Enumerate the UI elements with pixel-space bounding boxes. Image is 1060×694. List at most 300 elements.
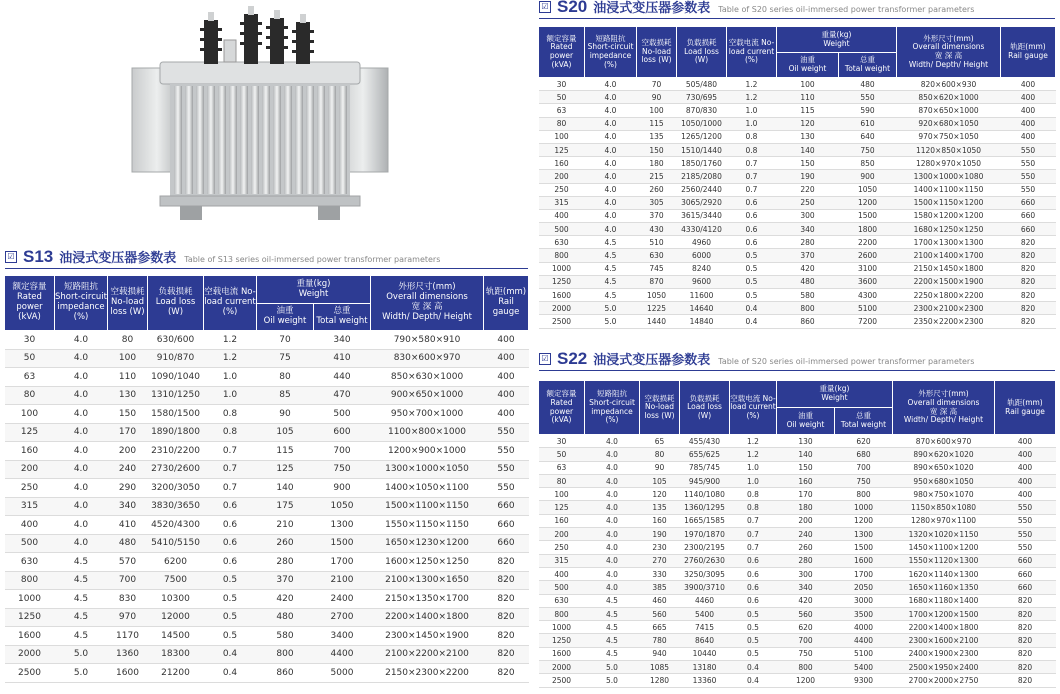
- checkbox-icon: ☑: [539, 1, 551, 13]
- table-cell: 2500: [5, 664, 55, 683]
- table-cell: 2500: [539, 674, 585, 687]
- checkbox-icon: ☑: [539, 353, 551, 365]
- table-cell: 4.5: [585, 607, 640, 620]
- table-cell: 4.0: [585, 143, 637, 156]
- table-cell: 630/600: [148, 331, 204, 350]
- table-cell: 4.0: [585, 170, 637, 183]
- table-cell: 160: [5, 442, 55, 461]
- table-cell: 970×750×1050: [897, 130, 1001, 143]
- table-cell: 1600: [835, 554, 893, 567]
- table-cell: 4.5: [585, 634, 640, 647]
- table-cell: 730/695: [677, 91, 727, 104]
- table-cell: 3000: [835, 594, 893, 607]
- table-cell: 200: [539, 170, 585, 183]
- table-cell: 1.0: [204, 386, 257, 405]
- table-row: [539, 315, 1056, 328]
- table-header: [539, 381, 1056, 435]
- table-row: [539, 674, 1056, 687]
- table-cell: 800: [539, 249, 585, 262]
- table-cell: 80: [539, 117, 585, 130]
- table-cell: 65: [640, 435, 680, 448]
- table-cell: 180: [637, 157, 677, 170]
- table-cell: 120: [777, 117, 839, 130]
- radiator-fin: [339, 86, 347, 194]
- header-label: Total weight: [844, 64, 891, 73]
- table-cell: 4.0: [55, 497, 108, 516]
- table-cell: 0.7: [204, 460, 257, 479]
- table-cell: 105: [640, 474, 680, 487]
- table-cell: 660: [995, 567, 1056, 580]
- table-cell: 4.0: [55, 442, 108, 461]
- table-cell: 860: [777, 315, 839, 328]
- table-cell: 5100: [835, 647, 893, 660]
- table-row: [539, 262, 1056, 275]
- table-cell: 1.0: [727, 117, 777, 130]
- table-cell: 400: [995, 488, 1056, 501]
- table-cell: 900: [314, 479, 371, 498]
- table-cell: 700: [777, 634, 835, 647]
- table-cell: 30: [539, 435, 585, 448]
- table-cell: 0.6: [204, 534, 257, 553]
- table-cell: 550: [1001, 157, 1056, 170]
- table-cell: 745: [637, 262, 677, 275]
- s22-section-title: [539, 348, 1055, 368]
- header-label: Overall dimensions: [386, 292, 468, 303]
- table-cell: 0.8: [730, 501, 777, 514]
- header-label: No-load current (%): [730, 393, 776, 420]
- table-cell: 870×600×970: [893, 435, 995, 448]
- table-cell: 1550×1150×1150: [371, 516, 484, 535]
- table-cell: 430: [637, 223, 677, 236]
- table-cell: 1360/1295: [680, 501, 730, 514]
- table-cell: 4300: [839, 289, 897, 302]
- header-label: Load loss (W): [684, 46, 719, 65]
- table-cell: 820: [484, 608, 529, 627]
- table-cell: 0.6: [730, 554, 777, 567]
- table-cell: 1550×1120×1300: [893, 554, 995, 567]
- header-label: Oil weight: [263, 316, 307, 326]
- table-cell: 8640: [680, 634, 730, 647]
- table-cell: 500: [539, 581, 585, 594]
- table-cell: 150: [108, 405, 148, 424]
- table-cell: 340: [777, 581, 835, 594]
- table-cell: 1300×1000×1080: [897, 170, 1001, 183]
- table-cell: 820: [995, 621, 1056, 634]
- table-cell: 220: [777, 183, 839, 196]
- table-cell: 0.7: [204, 479, 257, 498]
- table-cell: 820: [484, 571, 529, 590]
- table-row: [5, 479, 529, 498]
- header-label: 重量(kg): [819, 384, 850, 394]
- table-cell: 0.4: [727, 302, 777, 315]
- table-cell: 11600: [677, 289, 727, 302]
- header-label: Width/ Depth/ Height: [382, 311, 472, 322]
- table-cell: 90: [257, 405, 314, 424]
- header-label: Load loss (W): [155, 297, 196, 317]
- table-cell: 0.4: [730, 661, 777, 674]
- header-label: 空载电流: [204, 287, 239, 298]
- table-cell: 150: [637, 143, 677, 156]
- table-cell: 1500×1150×1200: [897, 196, 1001, 209]
- table-row: [5, 590, 529, 609]
- table-cell: 1000: [5, 590, 55, 609]
- radiator-fin: [185, 86, 193, 194]
- table-cell: 610: [839, 117, 897, 130]
- table-cell: 4520/4300: [148, 516, 204, 535]
- header-label: No-load loss (W): [641, 46, 672, 65]
- table-row: [539, 541, 1056, 554]
- s13-title-cn: 油浸式变压器参数表: [59, 251, 177, 266]
- table-cell: 63: [539, 104, 585, 117]
- header-label: Oil weight: [786, 420, 825, 429]
- table-cell: 70: [637, 78, 677, 91]
- header-label: 空载损耗: [110, 287, 145, 298]
- header-label: 重量(kg): [296, 278, 331, 289]
- table-cell: 4.5: [55, 590, 108, 609]
- table-cell: 280: [777, 554, 835, 567]
- table-cell: 125: [257, 460, 314, 479]
- table-cell: 63: [539, 461, 585, 474]
- table-cell: 400: [1001, 91, 1056, 104]
- table-cell: 4.0: [55, 534, 108, 553]
- table-cell: 1360: [108, 645, 148, 664]
- table-cell: 115: [257, 442, 314, 461]
- table-cell: 820: [995, 647, 1056, 660]
- table-cell: 1600: [5, 627, 55, 646]
- table-cell: 2200: [839, 236, 897, 249]
- header-label: 空载损耗: [644, 393, 675, 403]
- table-cell: 1665/1585: [680, 514, 730, 527]
- table-cell: 1.2: [204, 349, 257, 368]
- table-cell: 4.5: [585, 262, 637, 275]
- table-cell: 660: [484, 534, 529, 553]
- table-cell: 290: [108, 479, 148, 498]
- table-cell: 2000: [5, 645, 55, 664]
- table-cell: 400: [484, 386, 529, 405]
- table-cell: 4.0: [55, 516, 108, 535]
- table-cell: 14500: [148, 627, 204, 646]
- table-cell: 2150×1450×1800: [897, 262, 1001, 275]
- table-cell: 4.0: [585, 130, 637, 143]
- table-cell: 80: [108, 331, 148, 350]
- s22-code: S22: [557, 349, 588, 368]
- header-label: Total weight: [316, 316, 368, 326]
- table-cell: 2200×1400×1800: [893, 621, 995, 634]
- table-cell: 1700: [314, 553, 371, 572]
- table-cell: 550: [1001, 183, 1056, 196]
- table-cell: 480: [777, 275, 839, 288]
- table-row: [539, 130, 1056, 143]
- table-cell: 0.5: [730, 634, 777, 647]
- table-cell: 140: [257, 479, 314, 498]
- table-cell: 1.2: [730, 435, 777, 448]
- table-row: [539, 157, 1056, 170]
- table-cell: 1050: [839, 183, 897, 196]
- table-cell: 3615/3440: [677, 209, 727, 222]
- table-cell: 850: [839, 157, 897, 170]
- table-cell: 400: [5, 516, 55, 535]
- table-cell: 0.6: [730, 567, 777, 580]
- table-row: [539, 501, 1056, 514]
- table-row: [5, 664, 529, 683]
- table-cell: 400: [1001, 104, 1056, 117]
- table-cell: 5.0: [585, 302, 637, 315]
- table-cell: 750: [777, 647, 835, 660]
- table-cell: 785/745: [680, 461, 730, 474]
- table-row: [539, 289, 1056, 302]
- table-row: [5, 331, 529, 350]
- table-cell: 2760/2630: [680, 554, 730, 567]
- table-cell: 1850/1760: [677, 157, 727, 170]
- table-row: [5, 608, 529, 627]
- table-cell: 620: [777, 621, 835, 634]
- header-label: 短路阻抗: [63, 282, 98, 293]
- table-cell: 1620×1140×1300: [893, 567, 995, 580]
- table-cell: 1200: [839, 196, 897, 209]
- header-label: 短路阻抗: [595, 33, 626, 43]
- table-cell: 2700×2000×2750: [893, 674, 995, 687]
- table-cell: 50: [539, 91, 585, 104]
- table-cell: 80: [640, 448, 680, 461]
- table-cell: 4.0: [585, 183, 637, 196]
- table-cell: 1650×1230×1200: [371, 534, 484, 553]
- s22-title-en: Table of S20 series oil-immersed power transformer parameters: [718, 357, 975, 366]
- table-cell: 550: [1001, 143, 1056, 156]
- table-cell: 0.5: [204, 627, 257, 646]
- table-cell: 1200×900×1000: [371, 442, 484, 461]
- table-cell: 240: [108, 460, 148, 479]
- table-row: [539, 581, 1056, 594]
- table-cell: 0.5: [204, 608, 257, 627]
- table-cell: 630: [637, 249, 677, 262]
- table-cell: 280: [777, 236, 839, 249]
- table-cell: 455/430: [680, 435, 730, 448]
- header-label: 轨距(mm): [485, 287, 527, 298]
- table-cell: 7500: [148, 571, 204, 590]
- table-cell: 1.0: [727, 104, 777, 117]
- s20-section-title: [539, 0, 1055, 16]
- table-cell: 140: [777, 448, 835, 461]
- table-cell: 1.2: [730, 448, 777, 461]
- table-cell: 1890/1800: [148, 423, 204, 442]
- table-cell: 4460: [680, 594, 730, 607]
- table-cell: 820: [1001, 249, 1056, 262]
- table-cell: 2300×2100×2300: [897, 302, 1001, 315]
- table-cell: 315: [5, 497, 55, 516]
- header-label: No-load loss (W): [644, 402, 675, 420]
- table-cell: 800: [539, 607, 585, 620]
- table-cell: 1140/1080: [680, 488, 730, 501]
- table-cell: 5.0: [55, 664, 108, 683]
- table-cell: 4.5: [585, 647, 640, 660]
- table-cell: 655/625: [680, 448, 730, 461]
- table-cell: 550: [484, 423, 529, 442]
- radiator-fin: [229, 86, 237, 194]
- table-cell: 550: [839, 91, 897, 104]
- header-label: No-load loss (W): [110, 297, 145, 317]
- checkbox-icon: ☑: [5, 251, 17, 263]
- header-label: 重量(kg): [821, 29, 852, 39]
- table-row: [5, 627, 529, 646]
- table-cell: 4.5: [55, 627, 108, 646]
- table-cell: 4.0: [585, 541, 640, 554]
- table-cell: 1085: [640, 661, 680, 674]
- s20-title-en: Table of S20 series oil-immersed power transformer parameters: [718, 5, 975, 14]
- table-cell: 1700×1300×1300: [897, 236, 1001, 249]
- header-label: 负载损耗: [686, 38, 717, 48]
- table-cell: 500: [539, 223, 585, 236]
- table-row: [5, 442, 529, 461]
- table-cell: 0.6: [727, 236, 777, 249]
- header-label: 油重: [276, 306, 294, 317]
- table-cell: 1200: [777, 674, 835, 687]
- table-cell: 790×580×910: [371, 331, 484, 350]
- table-cell: 100: [108, 349, 148, 368]
- table-cell: 3830/3650: [148, 497, 204, 516]
- table-cell: 820: [1001, 262, 1056, 275]
- table-row: [539, 607, 1056, 620]
- table-cell: 1.2: [727, 78, 777, 91]
- table-cell: 4.0: [55, 349, 108, 368]
- header-label: 空载电流: [730, 393, 761, 403]
- table-cell: 1320×1020×1150: [893, 528, 995, 541]
- table-cell: 750: [835, 474, 893, 487]
- table-cell: 85: [257, 386, 314, 405]
- table-cell: 270: [640, 554, 680, 567]
- header-label: 额定容量: [546, 389, 577, 399]
- table-cell: 135: [640, 501, 680, 514]
- table-cell: 5410/5150: [148, 534, 204, 553]
- table-cell: 660: [995, 581, 1056, 594]
- radiator-fin: [207, 86, 215, 194]
- table-cell: 4.0: [55, 423, 108, 442]
- table-cell: 820: [995, 594, 1056, 607]
- header-label: 负载损耗: [689, 393, 720, 403]
- table-cell: 190: [777, 170, 839, 183]
- table-cell: 780: [640, 634, 680, 647]
- table-cell: 4.0: [585, 581, 640, 594]
- table-cell: 400: [1001, 117, 1056, 130]
- table-cell: 660: [484, 497, 529, 516]
- table-row: [539, 223, 1056, 236]
- table-row: [539, 634, 1056, 647]
- s13-section-title: [5, 246, 528, 266]
- table-cell: 1280×970×1100: [893, 514, 995, 527]
- table-cell: 4400: [314, 645, 371, 664]
- header-label: Overall dimensions: [912, 42, 985, 52]
- table-cell: 0.7: [730, 541, 777, 554]
- radiator-fin: [306, 86, 314, 194]
- table-cell: 90: [637, 91, 677, 104]
- table-cell: 215: [637, 170, 677, 183]
- table-cell: 3100: [839, 262, 897, 275]
- table-cell: 510: [637, 236, 677, 249]
- table-cell: 130: [777, 435, 835, 448]
- table-cell: 1000: [539, 262, 585, 275]
- table-row: [5, 497, 529, 516]
- table-cell: 0.6: [204, 553, 257, 572]
- table-cell: 4.0: [55, 331, 108, 350]
- table-cell: 4.0: [585, 104, 637, 117]
- table-cell: 550: [1001, 170, 1056, 183]
- table-row: [539, 528, 1056, 541]
- table-cell: 7415: [680, 621, 730, 634]
- table-cell: 820: [484, 553, 529, 572]
- table-cell: 1500: [314, 534, 371, 553]
- table-cell: 240: [777, 528, 835, 541]
- table-row: [539, 448, 1056, 461]
- radiator-fin: [317, 86, 325, 194]
- table-cell: 4.5: [585, 289, 637, 302]
- table-cell: 5400: [680, 607, 730, 620]
- table-cell: 5100: [839, 302, 897, 315]
- transformer-photo: [120, 0, 400, 226]
- table-cell: 820×600×930: [897, 78, 1001, 91]
- table-cell: 850×620×1000: [897, 91, 1001, 104]
- table-cell: 1600: [108, 664, 148, 683]
- table-cell: 4.5: [585, 621, 640, 634]
- table-row: [539, 143, 1056, 156]
- table-cell: 4.5: [55, 553, 108, 572]
- table-cell: 14640: [677, 302, 727, 315]
- radiator-fin: [284, 86, 292, 194]
- table-cell: 400: [484, 368, 529, 387]
- table-cell: 4.0: [585, 196, 637, 209]
- table-cell: 1050: [637, 289, 677, 302]
- table-cell: 1.0: [730, 474, 777, 487]
- table-cell: 0.5: [204, 590, 257, 609]
- table-cell: 1600: [539, 289, 585, 302]
- table-cell: 2300/2195: [680, 541, 730, 554]
- table-cell: 630: [539, 236, 585, 249]
- table-cell: 0.5: [727, 289, 777, 302]
- header-label: Rated power (kVA): [16, 292, 43, 322]
- table-cell: 505/480: [677, 78, 727, 91]
- table-cell: 4.0: [585, 448, 640, 461]
- table-cell: 1310/1250: [148, 386, 204, 405]
- table-cell: 110: [777, 91, 839, 104]
- table-cell: 3065/2920: [677, 196, 727, 209]
- table-cell: 1150×850×1080: [893, 501, 995, 514]
- table-cell: 420: [777, 262, 839, 275]
- table-cell: 3250/3095: [680, 567, 730, 580]
- table-cell: 1250: [5, 608, 55, 627]
- radiator-fin: [262, 86, 270, 194]
- table-cell: 0.8: [727, 143, 777, 156]
- table-cell: 560: [640, 607, 680, 620]
- table-cell: 0.5: [727, 249, 777, 262]
- table-cell: 4.0: [585, 488, 640, 501]
- table-cell: 100: [637, 104, 677, 117]
- table-cell: 800: [777, 661, 835, 674]
- table-cell: 30: [539, 78, 585, 91]
- table-cell: 940: [640, 647, 680, 660]
- table-cell: 0.8: [204, 423, 257, 442]
- table-cell: 70: [257, 331, 314, 350]
- table-row: [5, 516, 529, 535]
- table-cell: 1225: [637, 302, 677, 315]
- table-cell: 3200/3050: [148, 479, 204, 498]
- table-cell: 0.5: [730, 607, 777, 620]
- table-cell: 660: [1001, 223, 1056, 236]
- table-cell: 400: [995, 461, 1056, 474]
- table-cell: 700: [314, 442, 371, 461]
- table-cell: 160: [640, 514, 680, 527]
- table-cell: 160: [539, 514, 585, 527]
- table-cell: 100: [5, 405, 55, 424]
- table-cell: 550: [995, 528, 1056, 541]
- table-cell: 200: [108, 442, 148, 461]
